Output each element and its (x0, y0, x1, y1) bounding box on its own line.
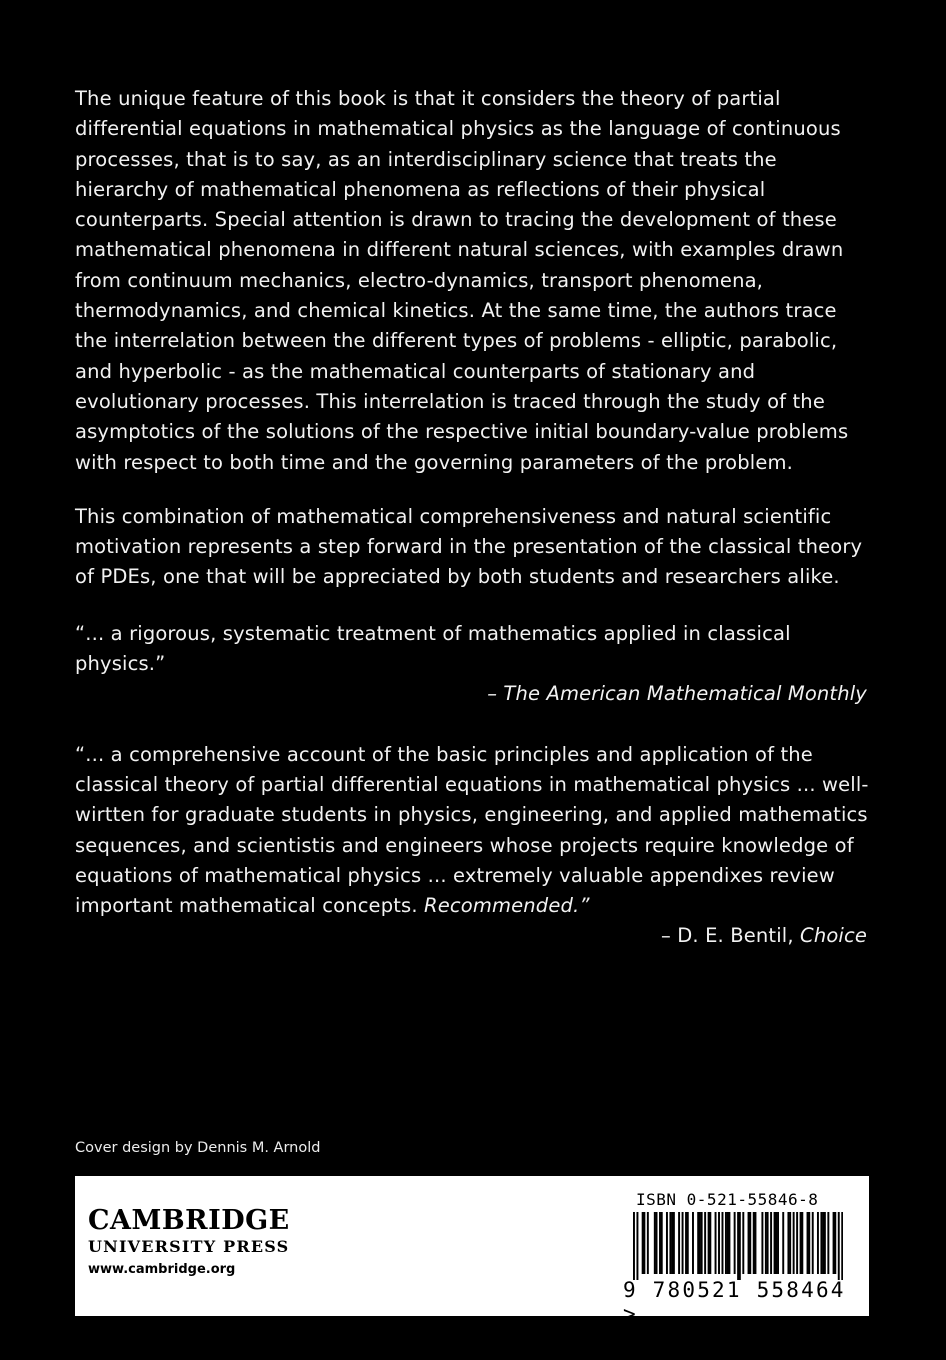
publisher-logo (88, 1206, 290, 1282)
review-2-source: Choice (800, 924, 867, 948)
barcode-bar (749, 1212, 751, 1274)
barcode-bar (824, 1212, 826, 1274)
barcode-bar (833, 1212, 835, 1274)
barcode-bar (822, 1212, 824, 1274)
review-2-body: “... a comprehensive account of the basic principles and application of the classical theory of partial differential equations in mathematical physics ... well-wirtten for graduate students in physics, engineering, and applied mathematics sequences, and scientistis and engineers whose projects require knowledge of equations of mathematical physics ... extremely valuable appendixes review important mathematical concepts. (75, 742, 869, 918)
barcode-bar (834, 1212, 836, 1274)
publisher-website: www.cambridge.org (88, 1262, 236, 1277)
barcode-bar (767, 1212, 769, 1274)
cover-design-credit: Cover design by Dennis M. Arnold (75, 1140, 321, 1156)
barcode-bar (796, 1212, 798, 1274)
review-2-reviewer: – D. E. Bentil, (660, 924, 801, 948)
barcode-bar (666, 1212, 668, 1274)
barcode-bar (647, 1212, 649, 1274)
barcode-bar (775, 1212, 777, 1274)
barcode-bar (643, 1212, 645, 1274)
publisher-name: CAMBRIDGE (88, 1205, 290, 1236)
barcode-bar (697, 1212, 699, 1274)
review-1-attribution (75, 679, 875, 709)
barcode-bar (709, 1212, 711, 1274)
barcode-bar (636, 1212, 638, 1280)
review-1-source: – The American Mathematical Monthly (487, 682, 867, 706)
barcode-bar (682, 1212, 684, 1274)
barcode-bar (678, 1212, 680, 1274)
barcode-bar (753, 1212, 755, 1274)
barcode-bar (801, 1212, 803, 1274)
back-cover-blurb (75, 84, 875, 952)
barcode-bar (737, 1212, 739, 1280)
barcode-bar (701, 1212, 703, 1274)
barcode-bar (820, 1212, 822, 1274)
publisher-barcode-panel (75, 1176, 869, 1326)
barcode-bar (673, 1212, 675, 1274)
barcode-bar (793, 1212, 795, 1274)
barcode-bar (699, 1212, 701, 1274)
barcode-bar (642, 1212, 644, 1274)
barcode-digits: 9 780521 558464 > (623, 1278, 846, 1326)
barcode-bar (661, 1212, 663, 1274)
barcode-bar (704, 1212, 706, 1274)
barcode-bar (754, 1212, 756, 1274)
barcode-bar (761, 1212, 763, 1274)
barcode-bar (725, 1212, 727, 1274)
barcode-bar (708, 1212, 710, 1274)
barcode-bar (654, 1212, 656, 1274)
barcode-bar (739, 1212, 741, 1280)
barcode-bar (633, 1212, 635, 1280)
barcode-bar (807, 1212, 809, 1274)
barcode-bar (787, 1212, 789, 1274)
review-2-text (75, 740, 875, 922)
barcode-bar (812, 1212, 814, 1274)
review-2-attribution (75, 921, 875, 951)
barcode-bar (800, 1212, 802, 1274)
barcode-bar (827, 1212, 829, 1274)
review-1-text: “... a rigorous, systematic treatment of mathematics applied in classical physics.” (75, 621, 791, 676)
barcode-bar (817, 1212, 819, 1274)
barcode-image (633, 1212, 843, 1280)
barcode-bar (789, 1212, 791, 1274)
barcode-bar (770, 1212, 772, 1274)
barcode-bar (671, 1212, 673, 1274)
barcode-bar (687, 1212, 689, 1274)
barcode-bar (692, 1212, 694, 1274)
barcode-bar (808, 1212, 810, 1274)
isbn-label: ISBN 0-521-55846-8 (636, 1190, 819, 1209)
barcode-bar (777, 1212, 779, 1274)
description-paragraph-1: The unique feature of this book is that it considers the theory of partial differential equations in mathematical physics as the language of continuous processes, that is to say, as an interdisciplinary science that treats the hierarchy of mathematical phenomena as reflections of their physical counterparts. Special attention is drawn to tracing the development of these mathematical phenomena in different natural sciences, with examples drawn from continuum mechanics, electro-dynamics, transport phenomena, thermodynamics, and chemical kinetics. At the same time, the authors trace the interrelation between the different types of problems - elliptic, parabolic, and hyperbolic - as the mathematical counterparts of stationary and evolutionary processes. This interrelation is traced through the study of the asymptotics of the solutions of the respective initial boundary-value problems with respect to both time and the governing parameters of the problem. (75, 87, 849, 474)
barcode-bar (718, 1212, 720, 1274)
review-2-emphasis: Recommended.” (424, 894, 590, 918)
barcode-bar (722, 1212, 724, 1274)
barcode-bar (782, 1212, 784, 1274)
barcode-bar (727, 1212, 729, 1274)
barcode-bar (841, 1212, 843, 1280)
barcode-bar (765, 1212, 767, 1274)
barcode-bar (669, 1212, 671, 1274)
publisher-subname: UNIVERSITY PRESS (88, 1237, 290, 1256)
barcode-bar (656, 1212, 658, 1274)
barcode-bar (742, 1212, 744, 1274)
barcode-bar (734, 1212, 736, 1274)
review-quote-1 (75, 619, 875, 710)
barcode-bar (748, 1212, 750, 1274)
barcode-bar (715, 1212, 717, 1274)
barcode-bar (685, 1212, 687, 1274)
barcode-bar (659, 1212, 661, 1274)
barcode-bar (774, 1212, 776, 1274)
barcode-bar (728, 1212, 730, 1274)
barcode-bar (838, 1212, 840, 1280)
review-quote-2 (75, 740, 875, 952)
description-paragraph-2: This combination of mathematical comprehensiveness and natural scientific motivation represents a step forward in the presentation of the classical theory of PDEs, one that will be appreciated by both students and researchers alike. (75, 504, 863, 589)
